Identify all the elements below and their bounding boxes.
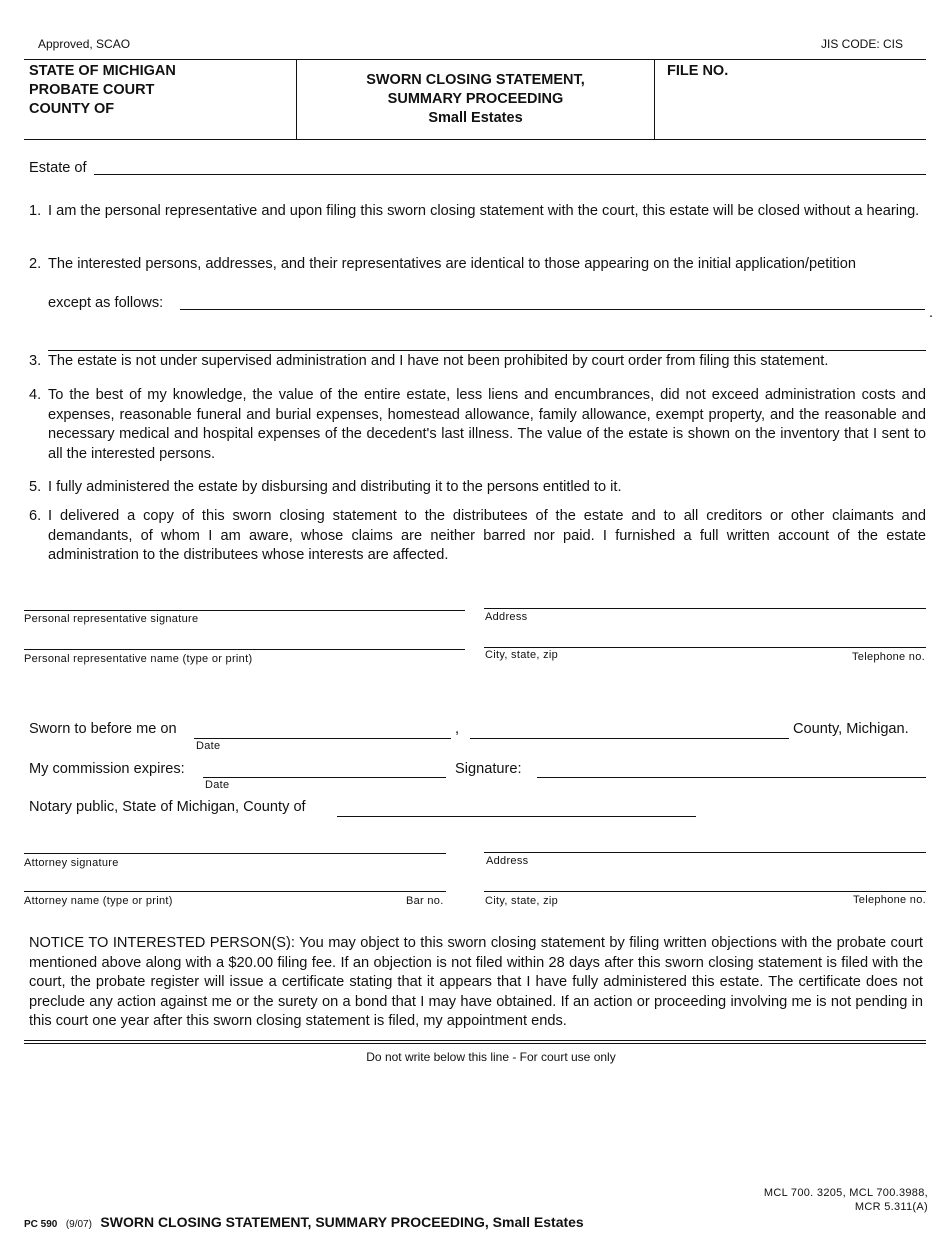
notary-county-field[interactable] xyxy=(337,800,696,817)
item-1-text: I am the personal representative and upon filing this sworn closing statement with the court, this estate will be closed without a hearing. xyxy=(48,203,920,219)
except-field-line1[interactable] xyxy=(180,293,925,310)
estate-of-label: Estate of xyxy=(29,160,87,176)
court-name: STATE OF MICHIGAN PROBATE COURT COUNTY OF xyxy=(29,63,176,117)
jis-code: JIS CODE: CIS xyxy=(820,37,903,51)
footer-form-id xyxy=(24,1214,584,1232)
pr-name-line[interactable] xyxy=(24,649,465,650)
bar-no-label: Bar no. xyxy=(406,895,444,907)
item-3-number: 3. xyxy=(29,353,42,369)
pr-signature-line[interactable] xyxy=(24,610,465,611)
commission-date-label: Date xyxy=(205,779,230,791)
court-use-rule-top xyxy=(24,1040,926,1041)
sworn-comma: , xyxy=(455,721,460,737)
notary-signature-label: Signature: xyxy=(455,761,522,777)
item-6-text: I delivered a copy of this sworn closing statement to the distributees of the estate and to all creditors or other claimants and demandants, of whom I am aware, whose claims are neither barred nor paid. I furnished a full written account of the estate administration to the distributees whose interests are affected. xyxy=(48,508,926,563)
pr-signature-label: Personal representative signature xyxy=(24,613,199,625)
file-no-label: FILE NO. xyxy=(667,63,729,79)
item-5-number: 5. xyxy=(29,479,42,495)
attorney-signature-line[interactable] xyxy=(24,853,446,854)
form-title: SWORN CLOSING STATEMENT, SUMMARY PROCEEDING Small Estates xyxy=(366,72,585,126)
estate-of-field[interactable] xyxy=(94,158,926,175)
attorney-signature-label: Attorney signature xyxy=(24,857,119,869)
footer-subtitle: Small Estates xyxy=(488,1214,584,1230)
commission-expires-field[interactable] xyxy=(203,761,446,778)
pr-phone-label: Telephone no. xyxy=(851,651,925,663)
pr-address-label: Address xyxy=(485,611,528,623)
commission-expires-label: My commission expires: xyxy=(29,761,185,777)
pr-city-label: City, state, zip xyxy=(485,649,559,661)
notice-text: NOTICE TO INTERESTED PERSON(S): You may object to this sworn closing statement by filing written objections with the probate court mentioned above along with a $20.00 filing fee. If an objection is not filed within 28 days after this sworn closing statement is filed with the court, the probate register will issue a certificate stating that it appears that I have fully administered this estate. The certificate does not preclude any action against me or the surety on a bond that I may have obtained. If an action or proceeding involving me is not pending in this court one year after this sworn closing statement is filed, my appointment ends. xyxy=(29,935,923,1029)
item-2-text: The interested persons, addresses, and their representatives are identical to those appearing on the initial application/petition xyxy=(48,256,857,272)
item-6-number: 6. xyxy=(29,508,42,524)
attorney-address-label: Address xyxy=(486,855,529,867)
attorney-city-label: City, state, zip xyxy=(485,895,559,907)
item-4-text: To the best of my knowledge, the value of the entire estate, less liens and encumbrances, did not exceed administration costs and expenses, reasonable funeral and burial expenses, homestead allowance, family allowance, exempt property, and the reasonable and necessary medical and hospital expenses of the decedent's last illness. The value of the estate is shown on the inventory that I sent to all the interested persons. xyxy=(48,387,926,462)
attorney-city-line[interactable] xyxy=(484,891,926,892)
court-use-rule-bottom xyxy=(24,1043,926,1044)
except-period: . xyxy=(929,305,934,321)
footer-title: SWORN CLOSING STATEMENT, SUMMARY PROCEEDING, xyxy=(100,1214,489,1230)
footer-citations: MCL 700. 3205, MCL 700.3988, MCR 5.311(A) xyxy=(763,1187,928,1213)
except-label: except as follows: xyxy=(48,295,164,311)
attorney-address-line[interactable] xyxy=(484,852,926,853)
county-michigan-label: County, Michigan. xyxy=(793,721,909,737)
item-5-text: I fully administered the estate by disbursing and distributing it to the persons entitled to it. xyxy=(48,479,622,495)
item-2-number: 2. xyxy=(29,256,42,272)
attorney-name-line[interactable] xyxy=(24,891,446,892)
file-no-field[interactable] xyxy=(660,84,922,134)
pr-address-line[interactable] xyxy=(484,608,926,609)
sworn-date-field[interactable] xyxy=(194,722,451,739)
court-use-note: Do not write below this line - For court use only xyxy=(366,1050,616,1064)
notary-signature-field[interactable] xyxy=(537,761,926,778)
notary-county-label: Notary public, State of Michigan, County of xyxy=(29,799,306,815)
except-field-line2[interactable] xyxy=(48,334,926,351)
item-3-text: The estate is not under supervised administration and I have not been prohibited by court order from filing this statement. xyxy=(48,353,829,369)
pr-name-label: Personal representative name (type or print) xyxy=(24,653,253,665)
approval-note: Approved, SCAO xyxy=(38,37,131,51)
form-number: PC 590 xyxy=(24,1219,58,1230)
item-1-number: 1. xyxy=(29,203,42,219)
attorney-name-label: Attorney name (type or print) xyxy=(24,895,173,907)
form-revision: (9/07) xyxy=(65,1219,92,1230)
sworn-county-field[interactable] xyxy=(470,722,789,739)
item-4-number: 4. xyxy=(29,387,42,403)
sworn-label: Sworn to before me on xyxy=(29,721,177,737)
sworn-date-label: Date xyxy=(196,740,221,752)
attorney-phone-label: Telephone no. xyxy=(852,894,926,906)
pr-city-line[interactable] xyxy=(484,647,926,648)
